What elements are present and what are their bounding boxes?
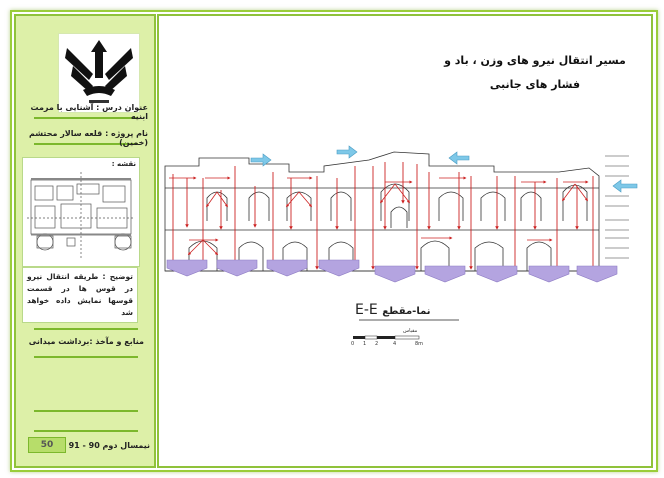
page-number: 50 — [28, 437, 66, 453]
divider — [34, 328, 138, 330]
sidebar — [14, 14, 156, 468]
floor-plan-drawing — [23, 158, 139, 266]
scale-tick-0: 0 — [351, 341, 355, 347]
drawing-title-line2: فشار های جانبی — [489, 78, 581, 91]
section-label-fa: نما-مقطع — [382, 306, 431, 317]
university-emblem-icon — [59, 34, 139, 112]
drawing-title-line1: مسیر انتقال نیرو های وزن ، باد و — [444, 54, 626, 67]
drawing-panel — [157, 14, 653, 468]
divider — [34, 356, 138, 358]
divider — [34, 410, 138, 412]
scale-tick-4: 4 — [393, 341, 397, 347]
scale-tick-1: 1 — [363, 341, 367, 347]
semester: نیمسال دوم 90 - 91 — [68, 441, 150, 450]
ground-load-arrow-icon — [167, 260, 617, 282]
scale-label: مقیاس — [403, 328, 418, 334]
map-label: نقشه : — [111, 160, 136, 168]
section-label-latin: E-E — [355, 302, 378, 318]
scale-bar — [353, 336, 419, 339]
section-label — [355, 302, 431, 318]
university-logo — [58, 33, 140, 113]
scale-tick-2: 2 — [375, 341, 379, 347]
divider — [34, 430, 138, 432]
site-plan-map — [22, 157, 140, 267]
scale-tick-8: 8m — [415, 341, 424, 347]
project-name: نام پروژه : قلعه سالار محتشم (خمین) — [29, 129, 148, 147]
course-title: عنوان درس : آشنایی با مرمت ابنیه — [30, 103, 148, 121]
sources: منابع و مآخذ :برداشت میدانی — [28, 337, 144, 346]
description-box: توضیح : طریقه انتقال نیرو در قوس ها در قسمت قوسها نمایش داده خواهد شد — [22, 267, 138, 323]
elevation-drawing — [159, 16, 651, 466]
